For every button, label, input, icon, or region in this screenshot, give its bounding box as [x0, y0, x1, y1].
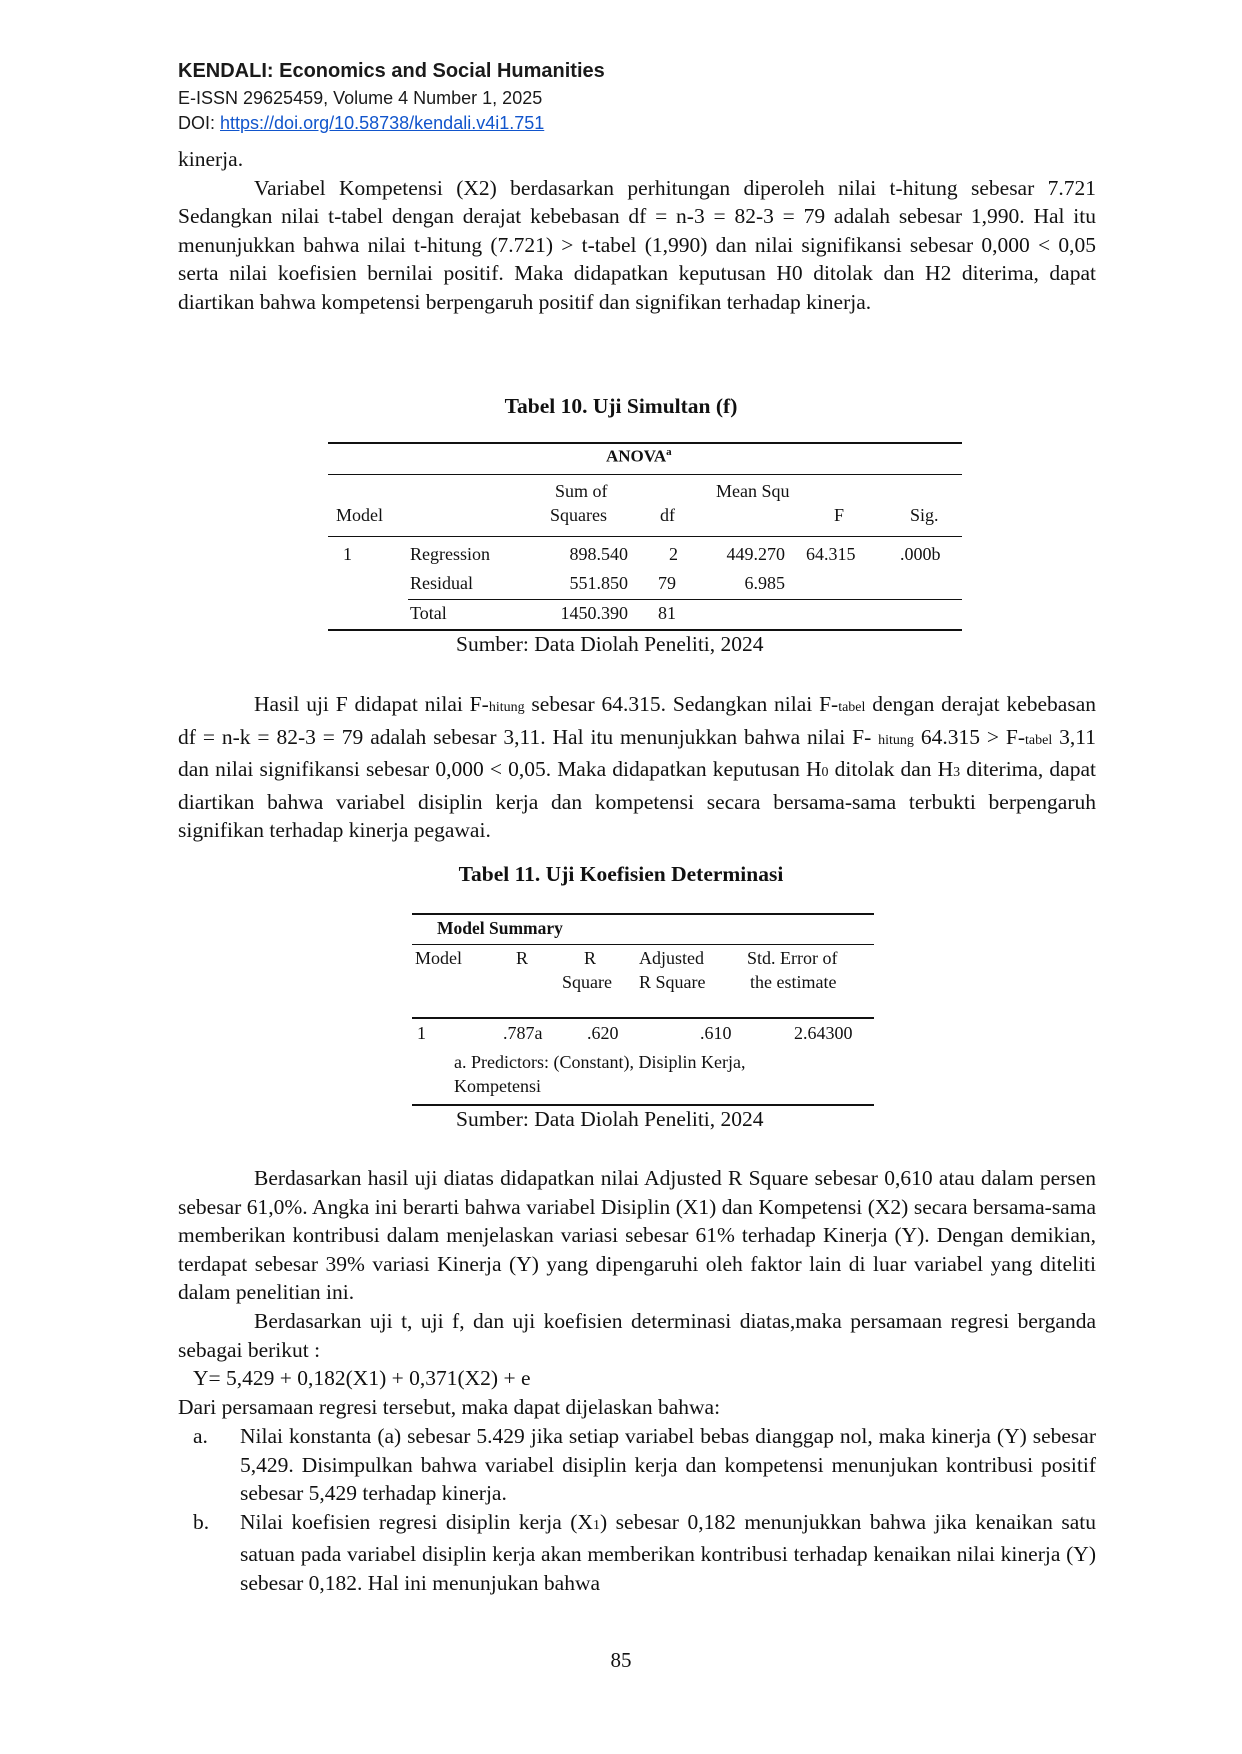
anova-header-ss2: Squares — [550, 505, 607, 525]
doi-label: DOI: — [178, 113, 221, 133]
anova-row1-ms: 449.270 — [726, 544, 785, 564]
anova-title: ANOVA$^a$ — [606, 446, 672, 466]
anova-row1-f: 64.315 — [806, 544, 856, 564]
summary-title: Model Summary — [437, 918, 563, 938]
summary-header-r: R — [516, 948, 529, 968]
summary-bottom-rule — [412, 1104, 874, 1106]
table11-caption: Tabel 11. Uji Koefisien Determinasi — [458, 862, 784, 886]
list-item-text: Nilai konstanta (a) sebesar 5.429 jika setiap variabel bebas dianggap nol, maka kinerja (Y) sebesar 5,429. Disimpulkan bahwa variabel disiplin kerja dan kompetensi menunjukan kontribusi positif sebesar 5,429 terhadap kinerja. — [240, 1424, 1096, 1506]
summary-row-se: 2.64300 — [794, 1023, 853, 1043]
anova-row1-name: Regression — [410, 544, 490, 564]
summary-header-adj2: R Square — [639, 972, 706, 992]
paragraph-adjusted-r: Berdasarkan hasil uji diatas didapatkan nilai Adjusted R Square sebesar 0,610 atau dalam persen sebesar 61,0%. Angka ini berarti bahwa variabel Disiplin (X1) dan Kompetensi (X2) secara bersama-sama memberikan kontribusi dalam menjelaskan variasi sebesar 61% terhadap Kinerja (Y). Dengan demikian, terdapat sebesar 39% variasi Kinerja (Y) yang dipengaruhi oleh faktor lain di luar variabel yang diteliti dalam penelitian ini. — [178, 1166, 1096, 1305]
summary-row-model: 1 — [417, 1023, 426, 1043]
anova-row2-ms: 6.985 — [744, 573, 785, 593]
summary-title-rule — [412, 944, 874, 945]
list-item — [178, 1422, 1096, 1508]
summary-note-line1: a. Predictors: (Constant), Disiplin Kerja, — [454, 1052, 746, 1072]
explanation-list — [178, 1422, 1096, 1598]
paragraph-regression-intro: Berdasarkan uji t, uji f, dan uji koefisien determinasi diatas,maka persamaan regresi berganda sebagai berikut : — [178, 1308, 1096, 1362]
table10-caption: Tabel 10. Uji Simultan (f) — [504, 394, 738, 418]
anova-header-ms: Mean Squ — [716, 481, 790, 501]
summary-header-se1: Std. Error of — [747, 948, 838, 968]
anova-row1-model: 1 — [343, 544, 352, 564]
summary-header-se2: the estimate — [750, 972, 837, 992]
list-marker: a. — [193, 1424, 208, 1448]
table11-source: Sumber: Data Diolah Peneliti, 2024 — [456, 1107, 764, 1131]
page-number: 85 — [610, 1648, 632, 1672]
summary-row-adj: .610 — [700, 1023, 732, 1043]
anova-row1-sig: .000b — [900, 544, 941, 564]
anova-row2-df: 79 — [658, 573, 676, 593]
anova-header-sig: Sig. — [910, 505, 939, 525]
paragraph-explanation-intro: Dari persamaan regresi tersebut, maka dapat dijelaskan bahwa: — [178, 1394, 721, 1419]
summary-note-line2: Kompetensi — [454, 1076, 541, 1096]
summary-top-rule — [412, 913, 874, 915]
summary-header-rule — [412, 1017, 874, 1019]
anova-row2-name: Residual — [410, 573, 473, 593]
anova-row1-ss: 898.540 — [569, 544, 628, 564]
doi-link[interactable]: https://doi.org/10.58738/kendali.v4i1.751 — [220, 113, 545, 133]
paragraph-uji-f: Hasil uji F didapat nilai F-hitung sebesar 64.315. Sedangkan nilai F-tabel dengan derajat kebebasan df = n-k = 82-3 = 79 adalah sebesar 3,11. Hal itu menunjukkan bahwa nilai F- hitung 64.315 > F-tabel 3,11 dan nilai signifikansi sebesar 0,000 < 0,05. Maka didapatkan keputusan H0 ditolak dan H3 diterima, dapat diartikan bahwa variabel disiplin kerja dan kompetensi secara bersama-sama terbukti berpengaruh signifikan terhadap kinerja pegawai. — [178, 692, 1097, 843]
summary-header-rsq1: R — [584, 948, 597, 968]
journal-title: KENDALI: Economics and Social Humanities — [178, 60, 605, 82]
anova-header-ss1: Sum of — [555, 481, 608, 501]
body-lower — [178, 1164, 1096, 1421]
anova-header-f: F — [834, 505, 845, 525]
journal-issn: E-ISSN 29625459, Volume 4 Number 1, 2025 — [178, 88, 543, 108]
summary-header-model: Model — [415, 948, 462, 968]
summary-row-rsq: .620 — [587, 1023, 619, 1043]
anova-header-model: Model — [336, 505, 383, 525]
anova-row2-ss: 551.850 — [569, 573, 628, 593]
paragraph-kompetensi: Variabel Kompetensi (X2) berdasarkan perhitungan diperoleh nilai t-hitung sebesar 7.721 Sedangkan nilai t-tabel dengan derajat kebebasan df = n-3 = 82-3 = 79 adalah sebesar 1,990. Hal itu menunjukkan bahwa nilai t-hitung (7.721) > t-tabel (1,990) dan nilai signifikansi sebesar 0,000 < 0,05 serta nilai koefisien bernilai positif. Maka didapatkan keputusan H0 ditolak dan H2 diterima, dapat diartikan bahwa kompetensi berpengaruh positif dan signifikan terhadap kinerja. — [178, 175, 1096, 314]
anova-row3-df: 81 — [658, 603, 676, 623]
anova-row3-name: Total — [410, 603, 447, 623]
summary-header-rsq2: Square — [562, 972, 612, 992]
regression-equation: Y= 5,429 + 0,182(X1) + 0,371(X2) + e — [193, 1366, 531, 1391]
anova-row3-ss: 1450.390 — [560, 603, 628, 623]
summary-row-r: .787a — [503, 1023, 543, 1043]
summary-header-adj1: Adjusted — [639, 948, 704, 968]
list-item — [178, 1508, 1096, 1598]
list-marker: b. — [193, 1509, 210, 1534]
table10-source: Sumber: Data Diolah Peneliti, 2024 — [456, 632, 764, 656]
anova-row1-df: 2 — [669, 544, 678, 564]
anova-header-df: df — [660, 505, 675, 525]
list-item-text: Nilai koefisien regresi disiplin kerja (X1) sebesar 0,182 menunjukkan bahwa jika kenaikan satu satuan pada variabel disiplin kerja akan memberikan kontribusi terhadap kenaikan nilai kinerja (Y) sebesar 0,182. Hal ini menunjukan bahwa — [240, 1509, 1096, 1595]
paragraph-continuation: kinerja. — [178, 147, 244, 171]
